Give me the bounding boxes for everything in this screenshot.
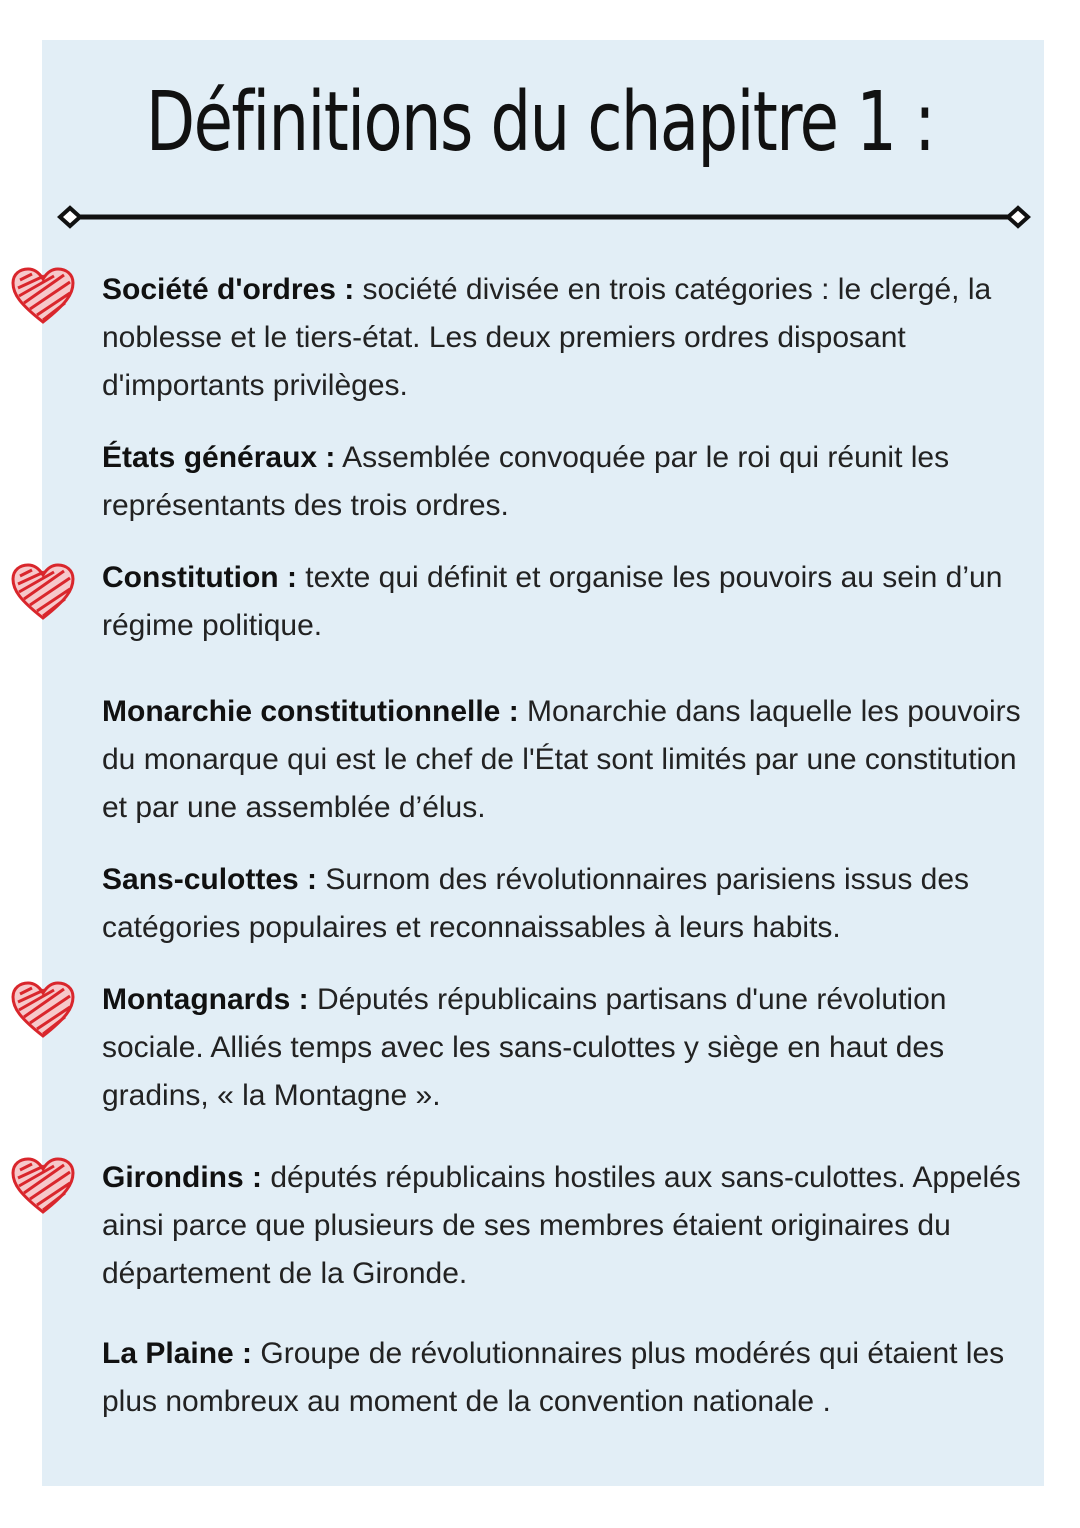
definition-term: Montagnards : <box>102 983 309 1016</box>
definition-term: États généraux : <box>102 441 336 474</box>
definition-text: texte qui définit et organise les pouvoirs au sein d’un régime politique. <box>102 561 1003 642</box>
definition-text: Députés républicains partisans d'une révolution sociale. Alliés temps avec les sans-culottes y siège en haut des gradins, « la Montagne ». <box>102 983 947 1112</box>
heart-icon <box>10 1156 76 1216</box>
definition-term: Sans-culottes : <box>102 863 318 896</box>
definition-etats-generaux <box>102 434 1032 530</box>
definition-constitution <box>102 554 1032 650</box>
definition-text: Monarchie dans laquelle les pouvoirs du monarque qui est le chef de l'État sont limités par une constitution et par une assemblée d’élus. <box>102 695 1021 824</box>
definition-term: Constitution : <box>102 561 297 594</box>
definition-text: députés républicains hostiles aux sans-culottes. Appelés ainsi parce que plusieurs de ses membres étaient originaires du département de la Gironde. <box>102 1161 1021 1290</box>
definition-sans-culottes <box>102 856 1032 952</box>
definition-monarchie-constitutionnelle <box>102 688 1032 832</box>
definition-term: La Plaine : <box>102 1337 253 1370</box>
definition-term: Société d'ordres : <box>102 273 355 306</box>
definition-text: société divisée en trois catégories : le clergé, la noblesse et le tiers-état. Les deux premiers ordres disposant d'importants privilèges. <box>102 273 992 402</box>
definition-term: Monarchie constitutionnelle : <box>102 695 519 728</box>
definition-term: Girondins : <box>102 1161 262 1194</box>
definition-la-plaine <box>102 1330 1032 1426</box>
definition-text: Groupe de révolutionnaires plus modérés qui étaient les plus nombreux au moment de la convention nationale . <box>102 1337 1005 1418</box>
heart-icon <box>10 562 76 622</box>
heart-icon <box>10 980 76 1040</box>
page-title: Définitions du chapitre 1 : <box>145 75 935 170</box>
definition-girondins <box>102 1154 1032 1298</box>
definition-text: Surnom des révolutionnaires parisiens issus des catégories populaires et reconnaissables à leurs habits. <box>102 863 970 944</box>
title-divider <box>56 204 1032 230</box>
definition-text: Assemblée convoquée par le roi qui réunit les représentants des trois ordres. <box>102 441 950 522</box>
definition-societe-ordres <box>102 266 1032 410</box>
heart-icon <box>10 266 76 326</box>
definition-montagnards <box>102 976 1032 1120</box>
